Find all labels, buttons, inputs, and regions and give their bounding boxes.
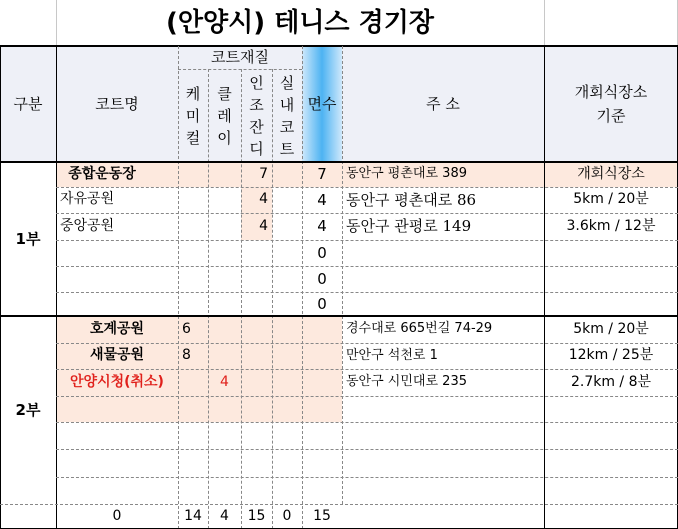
- chemical-cell: 8: [178, 343, 208, 369]
- court-count-cell: [302, 449, 342, 477]
- artificial-turf-cell: [241, 449, 272, 477]
- chemical-cell: [178, 369, 208, 396]
- court-count-cell: 7: [302, 162, 342, 187]
- grid-line: [178, 69, 302, 70]
- indoor-cell: [272, 266, 302, 292]
- artificial-turf-cell: [241, 292, 272, 316]
- artificial-turf-cell: [241, 266, 272, 292]
- chemical-cell: [178, 449, 208, 477]
- grid-line: [0, 504, 678, 505]
- clay-cell: 4: [208, 369, 241, 396]
- chemical-cell: [178, 396, 208, 422]
- court-count-cell: [302, 343, 342, 369]
- total-artificial-turf: 15: [247, 507, 266, 524]
- artificial-turf-cell: [241, 316, 272, 343]
- chemical-cell: [178, 292, 208, 316]
- address-cell: [342, 422, 544, 449]
- surface-chemical-header: 케 미 컬: [185, 84, 201, 147]
- distance-cell: 5km / 20분: [573, 320, 649, 337]
- indoor-cell: [272, 449, 302, 477]
- court-count-cell: 4: [317, 217, 327, 236]
- chemical-cell: [178, 477, 208, 504]
- indoor-cell: [272, 240, 302, 266]
- indoor-cell: [272, 292, 302, 316]
- indoor-cell: [272, 316, 302, 343]
- clay-cell: [208, 292, 241, 316]
- sheet-title: (안양시) 테니스 경기장: [166, 7, 434, 38]
- indoor-cell: [272, 477, 302, 504]
- clay-cell: [208, 187, 241, 213]
- chemical-cell: [178, 422, 208, 449]
- grid-line: [302, 46, 303, 529]
- grid-line: [56, 477, 678, 478]
- artificial-turf-cell: 7: [241, 162, 272, 187]
- division-label-2: 2부: [15, 400, 41, 419]
- court-name-header: 코트명: [95, 94, 139, 113]
- court-name-cell: 호계공원: [56, 316, 178, 343]
- court-name-cell: 안양시청(취소): [56, 369, 178, 396]
- court-name-cell: [56, 292, 178, 316]
- grid-line: [56, 46, 57, 529]
- indoor-cell: [272, 162, 302, 187]
- clay-cell: [208, 213, 241, 240]
- total-chemical: 14: [184, 507, 202, 524]
- court-name-cell: [56, 477, 178, 504]
- artificial-turf-cell: [241, 396, 272, 422]
- clay-cell: [208, 162, 241, 187]
- court-name-cell: 중앙공원: [60, 217, 115, 234]
- distance-cell: 3.6km / 12분: [566, 217, 656, 234]
- address-cell: [342, 449, 544, 477]
- address-cell: [342, 477, 544, 504]
- indoor-cell: [272, 396, 302, 422]
- court-count-cell: 0: [317, 243, 327, 262]
- court-count-cell: [302, 316, 342, 343]
- grid-line: [178, 46, 179, 529]
- court-name-cell: 자유공원: [60, 191, 115, 208]
- address-cell: [342, 292, 544, 316]
- clay-cell: [208, 266, 241, 292]
- division-label-1: 1부: [15, 229, 41, 248]
- grid-line: [56, 449, 678, 450]
- court-name-cell: [56, 240, 178, 266]
- distance-cell: 개회식장소: [544, 162, 678, 187]
- clay-cell: [208, 396, 241, 422]
- chemical-cell: [178, 213, 208, 240]
- surface-turf-header: 인 조 잔 디: [249, 73, 264, 158]
- indoor-cell: [272, 187, 302, 213]
- surface-group-header: 코트재질: [211, 48, 269, 67]
- court-name-cell: [56, 266, 178, 292]
- total-court-name: 0: [112, 507, 122, 524]
- address-cell: 동안구 시민대로 235: [346, 374, 467, 390]
- address-cell: 만안구 석천로 1: [346, 347, 438, 363]
- clay-cell: [208, 343, 241, 369]
- indoor-cell: [272, 213, 302, 240]
- clay-cell: [208, 422, 241, 449]
- grid-line: [56, 266, 678, 267]
- distance-cell: [544, 292, 678, 316]
- total-clay: 4: [220, 507, 229, 524]
- grid-line: [56, 292, 678, 293]
- court-count-cell: [302, 422, 342, 449]
- court-name-cell: 새물공원: [56, 343, 178, 369]
- grid-line: [544, 46, 545, 529]
- artificial-turf-cell: [241, 343, 272, 369]
- court-name-cell: [56, 449, 178, 477]
- grid-line: [208, 69, 209, 529]
- address-cell: [342, 266, 544, 292]
- address-cell: [342, 396, 544, 422]
- artificial-turf-cell: [241, 369, 272, 396]
- court-count-cell: 0: [317, 269, 327, 288]
- chemical-cell: 6: [178, 316, 208, 343]
- clay-cell: [208, 316, 241, 343]
- total-indoor: 0: [282, 507, 292, 524]
- grid-line: [0, 45, 678, 47]
- total-court-count: 15: [313, 507, 331, 524]
- distance-cell: [544, 396, 678, 422]
- court-count-cell: 4: [317, 190, 327, 209]
- court-count-cell: 0: [317, 294, 327, 313]
- chemical-cell: [178, 240, 208, 266]
- court-name-cell: [56, 396, 178, 422]
- grid-line: [56, 422, 678, 423]
- artificial-turf-cell: [241, 477, 272, 504]
- grid-line: [0, 161, 678, 163]
- distance-header: 개회식장소 기준: [574, 83, 648, 125]
- indoor-cell: [272, 343, 302, 369]
- distance-cell: [544, 240, 678, 266]
- grid-line: [0, 315, 678, 317]
- grid-line: [56, 187, 678, 188]
- artificial-turf-cell: [241, 240, 272, 266]
- distance-cell: [544, 422, 678, 449]
- court-name-cell: 종합운동장: [56, 162, 178, 187]
- address-cell: 동안구 관평로 149: [346, 217, 472, 236]
- address-cell: 경수대로 665번길 74-29: [346, 321, 493, 337]
- artificial-turf-cell: [241, 422, 272, 449]
- address-cell: 동안구 평촌대로 389: [342, 162, 544, 187]
- grid-line: [56, 213, 678, 214]
- surface-clay-header: 클 레 이: [217, 84, 232, 147]
- address-header: 주 소: [426, 94, 460, 113]
- distance-cell: [544, 449, 678, 477]
- court-count-cell: [302, 477, 342, 504]
- surface-indoor-header: 실 내 코 트: [279, 73, 295, 158]
- court-count-cell: [302, 369, 342, 396]
- clay-cell: [208, 449, 241, 477]
- clay-cell: [208, 240, 241, 266]
- distance-cell: 2.7km / 8분: [570, 373, 652, 390]
- chemical-cell: [178, 187, 208, 213]
- address-cell: [342, 240, 544, 266]
- court-count-cell: [302, 396, 342, 422]
- chemical-cell: [178, 162, 208, 187]
- grid-line: [56, 343, 678, 344]
- address-cell: 동안구 평촌대로 86: [346, 190, 477, 209]
- distance-cell: 12km / 25분: [568, 347, 654, 364]
- grid-line: [56, 240, 678, 241]
- indoor-cell: [272, 422, 302, 449]
- grid-line: [56, 0, 57, 46]
- court-count-header: 면수: [307, 94, 337, 113]
- division-header: 구분: [13, 94, 43, 113]
- court-name-cell: [56, 422, 178, 449]
- grid-line: [342, 46, 343, 504]
- grid-line: [272, 69, 273, 529]
- indoor-cell: [272, 369, 302, 396]
- grid-line: [0, 46, 1, 529]
- distance-cell: [544, 477, 678, 504]
- grid-line: [56, 396, 678, 397]
- grid-line: [241, 69, 242, 529]
- artificial-turf-cell: 4: [241, 213, 272, 240]
- chemical-cell: [178, 266, 208, 292]
- grid-line: [56, 369, 678, 370]
- clay-cell: [208, 477, 241, 504]
- distance-cell: 5km / 20분: [573, 191, 649, 208]
- grid-line: [544, 0, 545, 46]
- distance-cell: [544, 266, 678, 292]
- artificial-turf-cell: 4: [241, 187, 272, 213]
